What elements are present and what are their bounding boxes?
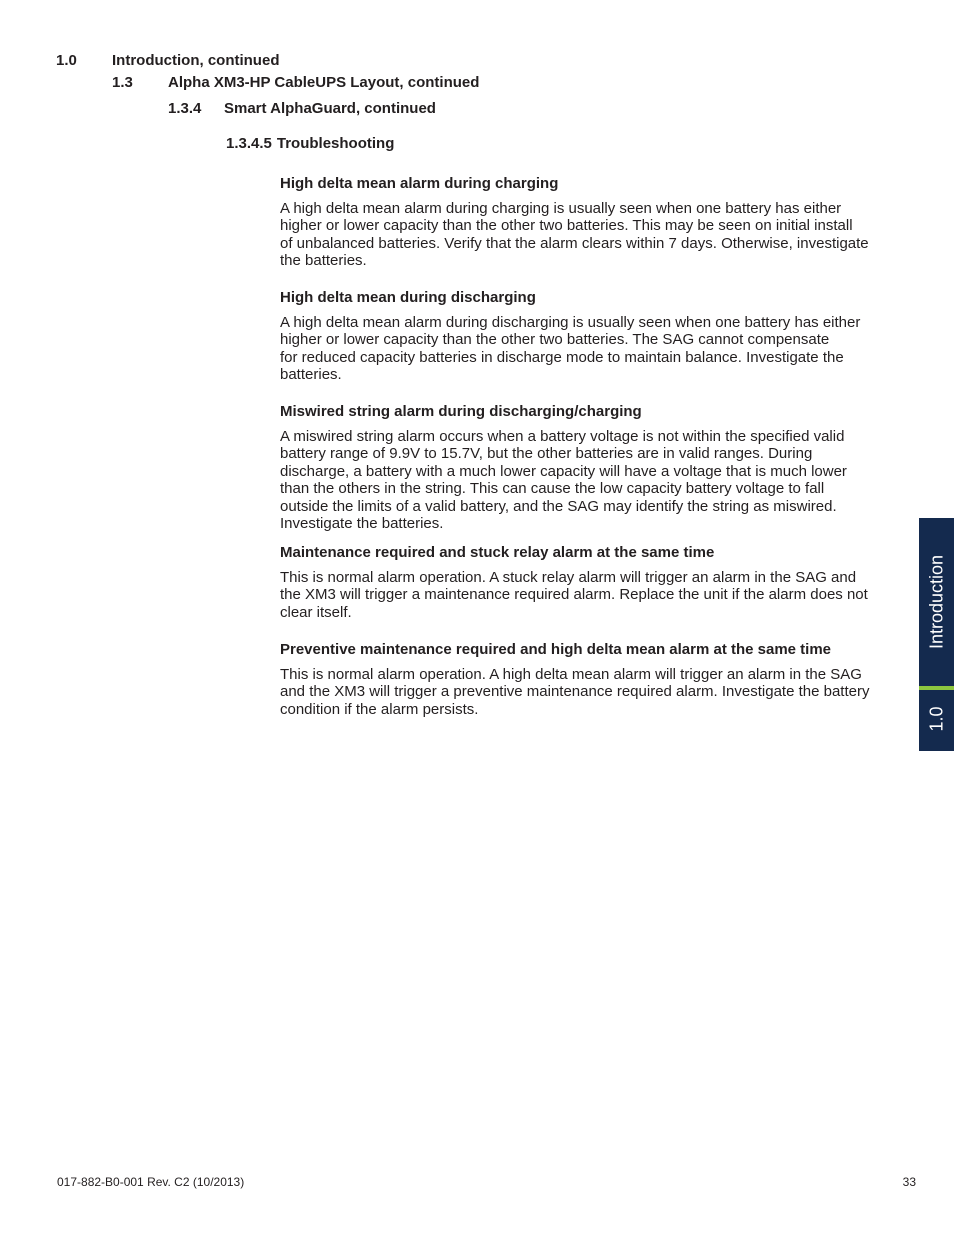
footer-page-number: 33: [902, 1175, 916, 1189]
topic-heading: Maintenance required and stuck relay alarm at the same time: [280, 544, 715, 561]
chapter-tab-number: 1.0: [926, 706, 947, 732]
topic-body: A miswired string alarm occurs when a battery voltage is not within the specified valid battery range of 9.9V to 15.7V, but the other batteries are in valid ranges. During discharge, a battery with a much lower capacity will have a voltage that is much lower than the others in the string. This can cause the low capacity battery voltage to fall outside the limits of a valid battery, and the SAG may identify the string as miswired. Investigate the batteries.: [280, 428, 847, 533]
chapter-side-tab: [919, 518, 954, 751]
topic-body: This is normal alarm operation. A high delta mean alarm will trigger an alarm in the SAG and the XM3 will trigger a preventive maintenance required alarm. Investigate the battery condition if the alarm persists.: [280, 666, 870, 718]
header-title: Troubleshooting: [276, 135, 395, 152]
chapter-tab-label: Introduction: [926, 554, 947, 650]
section-header-1-0: [56, 52, 279, 70]
troubleshooting-topic: [280, 543, 868, 621]
troubleshooting-topic: [280, 174, 869, 270]
footer-doc-id: 017-882-B0-001 Rev. C2 (10/2013): [57, 1175, 245, 1189]
topic-heading: Miswired string alarm during discharging/charging: [280, 403, 642, 420]
topic-heading: High delta mean during discharging: [280, 289, 536, 306]
troubleshooting-topic: [280, 640, 869, 718]
header-title: Smart AlphaGuard, continued: [224, 100, 436, 117]
topic-body: This is normal alarm operation. A stuck relay alarm will trigger an alarm in the SAG and the XM3 will trigger a maintenance required alarm. Replace the unit if the alarm does not clear itself.: [280, 569, 868, 621]
section-header-1-3: [112, 74, 479, 92]
section-header-1-3-4-5: [226, 135, 394, 153]
section-header-1-3-4: [168, 100, 436, 118]
topic-heading: High delta mean alarm during charging: [280, 175, 559, 192]
header-number: 1.3.4.5: [226, 135, 272, 152]
header-number: 1.3: [112, 74, 133, 91]
chapter-tab-divider: [919, 686, 954, 690]
troubleshooting-topic: [280, 288, 860, 384]
topic-body: A high delta mean alarm during discharging is usually seen when one battery has either higher or lower capacity than the other two batteries. The SAG cannot compensate for reduced capacity batteries in discharge mode to maintain balance. Investigate the batteries.: [280, 314, 861, 384]
troubleshooting-topic: [280, 402, 847, 532]
header-number: 1.0: [56, 52, 77, 69]
header-number: 1.3.4: [168, 100, 202, 117]
header-title: Alpha XM3-HP CableUPS Layout, continued: [168, 74, 480, 91]
topic-heading: Preventive maintenance required and high delta mean alarm at the same time: [280, 641, 832, 658]
header-title: Introduction, continued: [112, 52, 280, 69]
topic-body: A high delta mean alarm during charging is usually seen when one battery has either higher or lower capacity than the other two batteries. This may be seen on initial install of unbalanced batteries. Verify that the alarm clears within 7 days. Otherwise, investigate the batteries.: [280, 200, 869, 270]
